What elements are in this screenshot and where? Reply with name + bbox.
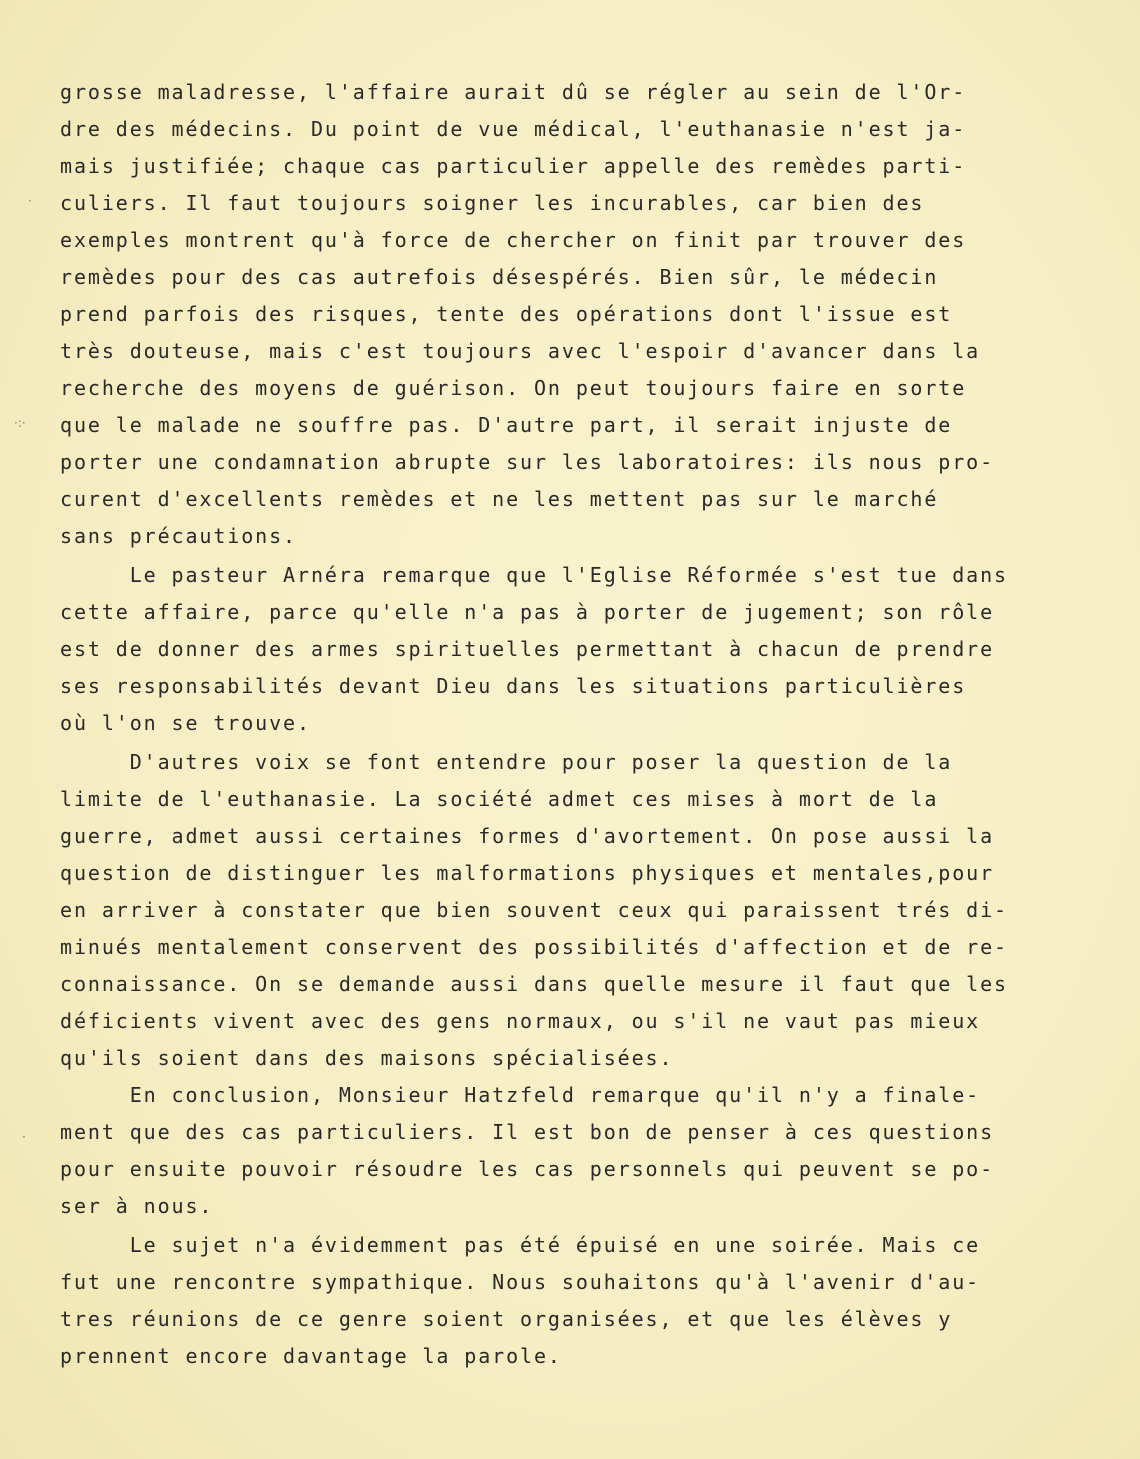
text-line: dre des médecins. Du point de vue médical, l'euthanasie n'est ja- <box>60 117 967 141</box>
text-line: exemples montrent qu'à force de chercher on finit par trouver des <box>60 228 967 252</box>
text-line: question de distinguer les malformations physiques et mentales,pour <box>60 861 995 885</box>
text-line: mais justifiée; chaque cas particulier appelle des remèdes parti- <box>60 154 967 178</box>
text-line: est de donner des armes spirituelles permettant à chacun de prendre <box>60 637 995 661</box>
text-line: ses responsabilités devant Dieu dans les situations particulières <box>60 674 967 698</box>
text-line: connaissance. On se demande aussi dans quelle mesure il faut que les <box>60 972 1008 996</box>
text-line: En conclusion, Monsieur Hatzfeld remarque qu'il n'y a finale- <box>60 1083 981 1107</box>
paper-speck: · <box>28 194 32 208</box>
text-line: cette affaire, parce qu'elle n'a pas à porter de jugement; son rôle <box>60 600 995 624</box>
text-line: fut une rencontre sympathique. Nous souhaitons qu'à l'avenir d'au- <box>60 1270 981 1294</box>
text-line: grosse maladresse, l'affaire aurait dû se régler au sein de l'Or- <box>60 80 967 104</box>
typed-text-body <box>60 74 1100 1375</box>
text-line: en arriver à constater que bien souvent ceux qui paraissent trés di- <box>60 898 1008 922</box>
text-line: remèdes pour des cas autrefois désespérés. Bien sûr, le médecin <box>60 265 939 289</box>
text-line: porter une condamnation abrupte sur les laboratoires: ils nous pro- <box>60 450 995 474</box>
text-line: tres réunions de ce genre soient organisées, et que les élèves y <box>60 1307 953 1331</box>
text-line: guerre, admet aussi certaines formes d'avortement. On pose aussi la <box>60 824 995 848</box>
paper-speck: · <box>22 1130 26 1144</box>
text-line: pour ensuite pouvoir résoudre les cas personnels qui peuvent se po- <box>60 1157 995 1181</box>
text-line: Le sujet n'a évidemment pas été épuisé en une soirée. Mais ce <box>60 1233 981 1257</box>
text-line: curent d'excellents remèdes et ne les mettent pas sur le marché <box>60 487 939 511</box>
text-line: culiers. Il faut toujours soigner les incurables, car bien des <box>60 191 925 215</box>
text-line: déficients vivent avec des gens normaux, ou s'il ne vaut pas mieux <box>60 1009 981 1033</box>
text-line: recherche des moyens de guérison. On peut toujours faire en sorte <box>60 376 967 400</box>
text-line: D'autres voix se font entendre pour poser la question de la <box>60 750 953 774</box>
text-line: minués mentalement conservent des possibilités d'affection et de re- <box>60 935 1008 959</box>
paper-speck: ·:· <box>14 416 26 430</box>
text-line: prennent encore davantage la parole. <box>60 1344 562 1368</box>
text-line: Le pasteur Arnéra remarque que l'Eglise Réformée s'est tue dans <box>60 563 1008 587</box>
text-line: ment que des cas particuliers. Il est bon de penser à ces questions <box>60 1120 995 1144</box>
text-line: où l'on se trouve. <box>60 711 311 735</box>
text-line: ser à nous. <box>60 1194 214 1218</box>
text-line: que le malade ne souffre pas. D'autre part, il serait injuste de <box>60 413 953 437</box>
text-line: qu'ils soient dans des maisons spécialisées. <box>60 1046 674 1070</box>
text-line: sans précautions. <box>60 524 297 548</box>
text-line: très douteuse, mais c'est toujours avec l'espoir d'avancer dans la <box>60 339 981 363</box>
text-line: prend parfois des risques, tente des opérations dont l'issue est <box>60 302 953 326</box>
text-line: limite de l'euthanasie. La société admet ces mises à mort de la <box>60 787 939 811</box>
